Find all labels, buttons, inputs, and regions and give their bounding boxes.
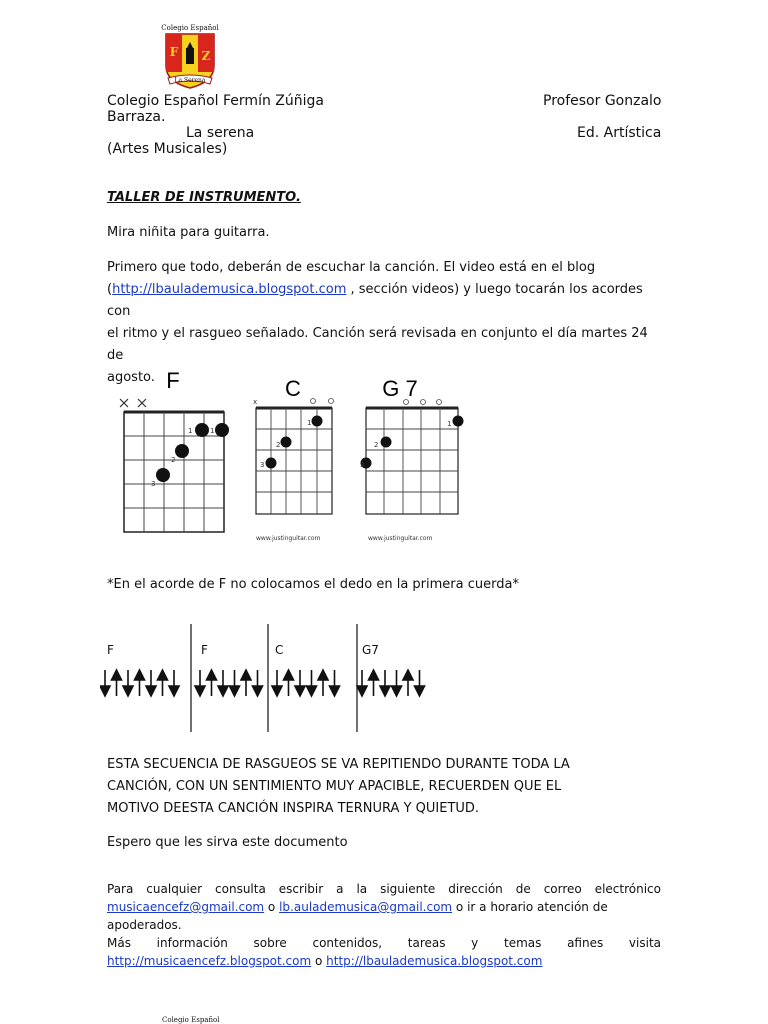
chord-c-diagram (253, 376, 334, 542)
strum-up-arrow-icon (158, 670, 168, 696)
caps-line-1: ESTA SECUENCIA DE RASGUEOS SE VA REPITIENDO DURANTE TODA LA (107, 757, 570, 772)
crest-ribbon-text: La Serena (174, 77, 206, 84)
chord-c-credit: www.justinguitar.com (256, 535, 321, 542)
chord-g7-credit: www.justinguitar.com (368, 535, 433, 542)
page-title: TALLER DE INSTRUMENTO. (107, 190, 301, 205)
svg-text:1: 1 (447, 420, 452, 428)
footer-crest-text: Colegio Español (162, 1016, 220, 1024)
strum-down-arrow-icon (295, 670, 305, 696)
strum-up-arrow-icon (284, 670, 294, 696)
blog-link[interactable]: http://lbaulademusica.blogspot.com (112, 282, 347, 297)
chord-f-name: F (166, 368, 180, 393)
school-crest (160, 22, 220, 92)
contact-line-4 (107, 952, 661, 970)
strum-pattern (100, 620, 460, 736)
strum-label-1: F (107, 643, 114, 657)
strum-up-arrow-icon (207, 670, 217, 696)
svg-text:1: 1 (307, 419, 312, 427)
contact-line-2 (107, 898, 661, 934)
intro-line-2 (107, 279, 667, 323)
caps-paragraph (107, 754, 570, 820)
strum-down-arrow-icon (146, 670, 156, 696)
crest-left-letter: F (169, 45, 179, 59)
f-chord-note: *En el acorde de F no colocamos el dedo en la primera cuerda* (107, 577, 519, 592)
chord-diagrams (110, 368, 490, 548)
svg-text:2: 2 (171, 456, 176, 464)
chord-f-diagram (120, 368, 229, 532)
svg-text:2: 2 (276, 441, 281, 449)
chord-g7-name: G 7 (382, 376, 418, 401)
strum-up-arrow-icon (403, 670, 413, 696)
svg-text:2: 2 (374, 441, 379, 449)
strum-up-arrow-icon (241, 670, 251, 696)
strum-down-arrow-icon (195, 670, 205, 696)
header-city: La serena (186, 125, 255, 141)
blog-link-lbaulademusica[interactable]: http://lbaulademusica.blogspot.com (326, 954, 543, 968)
contact-sep-1: o (264, 900, 280, 914)
svg-text:1: 1 (188, 427, 193, 435)
intro-line-2-text: , sección videos) y luego tocarán los acordes con (107, 282, 643, 319)
strum-up-arrow-icon (318, 670, 328, 696)
contact-sep-2: o (311, 954, 327, 968)
song-subtitle: Mira niñita para guitarra. (107, 225, 270, 240)
strum-down-arrow-icon (253, 670, 263, 696)
blog-link-musicaencefz[interactable]: http://musicaencefz.blogspot.com (107, 954, 312, 968)
intro-line-4: agosto. (107, 370, 155, 385)
crest-right-letter: Z (201, 49, 211, 63)
strum-down-arrow-icon (330, 670, 340, 696)
svg-text:1: 1 (210, 427, 215, 435)
svg-text:3: 3 (151, 480, 156, 488)
strum-label-4: G7 (362, 643, 379, 657)
caps-line-3: MOTIVO DEESTA CANCIÓN INSPIRA TERNURA Y QUIETUD. (107, 801, 480, 816)
header-subject: Ed. Artística (577, 125, 662, 141)
email-lbaulademusica[interactable]: lb.aulademusica@gmail.com (279, 900, 453, 914)
svg-text:3: 3 (260, 461, 265, 469)
header-surname: Barraza. (107, 109, 166, 125)
contact-block (107, 880, 661, 970)
intro-paren: ( (107, 282, 113, 297)
contact-line-2-text: o ir a horario atención de apoderados. (107, 900, 608, 932)
strum-down-arrow-icon (230, 670, 240, 696)
email-musicaencefz[interactable]: musicaencefz@gmail.com (107, 900, 265, 914)
strum-label-3: C (275, 643, 284, 657)
strum-down-arrow-icon (100, 670, 110, 696)
strum-down-arrow-icon (272, 670, 282, 696)
crest-top-text: Colegio Español (161, 24, 219, 32)
strum-down-arrow-icon (380, 670, 390, 696)
contact-line-1: Para cualquier consulta escribir a la siguiente dirección de correo electrónico (107, 882, 661, 896)
svg-text:3: 3 (360, 461, 365, 469)
svg-text:x: x (253, 398, 258, 406)
strum-up-arrow-icon (112, 670, 122, 696)
intro-line-3: el ritmo y el rasgueo señalado. Canción será revisada en conjunto el día martes 24 de (107, 326, 648, 363)
strum-down-arrow-icon (357, 670, 367, 696)
chord-c-name: C (285, 376, 301, 401)
strum-down-arrow-icon (392, 670, 402, 696)
strum-down-arrow-icon (415, 670, 425, 696)
header-school-name: Colegio Español Fermín Zúñiga (107, 93, 324, 109)
strum-down-arrow-icon (169, 670, 179, 696)
chord-g7-diagram (360, 376, 464, 542)
contact-line-3: Más información sobre contenidos, tareas y temas afines visita (107, 936, 661, 950)
strum-down-arrow-icon (307, 670, 317, 696)
caps-line-2: CANCIÓN, CON UN SENTIMIENTO MUY APACIBLE, RECUERDEN QUE EL (107, 779, 562, 794)
closing-text: Espero que les sirva este documento (107, 835, 348, 850)
strum-label-2: F (201, 643, 208, 657)
intro-line-1: Primero que todo, deberán de escuchar la canción. El video está en el blog (107, 260, 596, 275)
header-subject-detail: (Artes Musicales) (107, 141, 228, 157)
header-teacher: Profesor Gonzalo (543, 93, 662, 109)
strum-up-arrow-icon (369, 670, 379, 696)
strum-down-arrow-icon (123, 670, 133, 696)
strum-up-arrow-icon (135, 670, 145, 696)
strum-down-arrow-icon (218, 670, 228, 696)
